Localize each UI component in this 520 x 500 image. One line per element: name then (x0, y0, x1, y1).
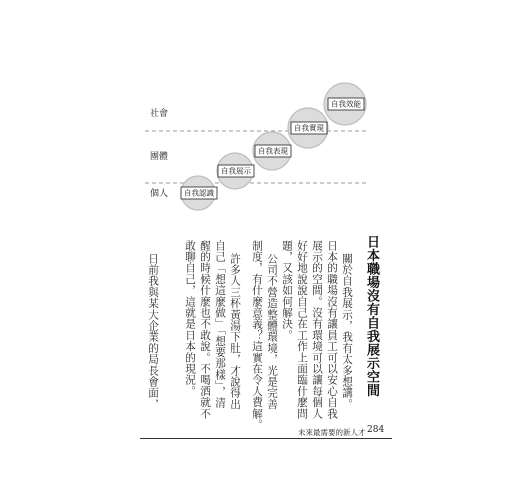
body-column-6: 公司不營造整體環境，光是完善 (266, 253, 278, 410)
step-self-expression (253, 132, 291, 170)
step-label: 自我效能 (331, 99, 361, 109)
body-column-11: 敢聊自己，這就是日本的現況。 (184, 240, 196, 397)
body-column-7: 制度，有什麼意義？這實在令人費解。 (251, 240, 263, 431)
step-label: 自我實現 (294, 123, 324, 133)
step-self-efficacy (324, 83, 366, 125)
step-label: 自我表現 (258, 146, 288, 156)
body-column-12: 日前我與某大企業的局長會面， (147, 253, 159, 410)
body-column-9: 自己「想這麼做」「想要那樣」，清 (214, 240, 226, 409)
body-column-1: 關於自我展示，我有太多想講。 (341, 253, 353, 410)
step-self-actualization (288, 108, 328, 148)
body-column-3: 展示的空間。沒有環境可以讓每個人 (311, 240, 323, 420)
step-self-presentation (217, 153, 254, 189)
body-column-10: 醒的時候什麼也不敢說。不喝酒就不 (199, 240, 211, 420)
body-column-5: 題，又該如何解決。 (281, 240, 293, 341)
step-label: 自我認識 (184, 188, 214, 198)
step-self-recognition (181, 176, 217, 210)
page-number: 284 (367, 425, 385, 435)
body-column-4: 好好地說說自己在工作上面臨什麼問 (296, 240, 308, 420)
level-label-individual: 個人 (150, 189, 169, 199)
footer-rule (140, 438, 392, 439)
running-footer-book-title: 未來最需要的新人才 (298, 428, 366, 437)
section-title: 日本職場沒有自我展示空間 (364, 235, 379, 397)
level-label-group: 團體 (150, 152, 169, 162)
step-label: 自我展示 (221, 166, 251, 176)
body-column-2: 日本的職場沒有讓員工可以安心自我 (326, 240, 338, 420)
body-column-8: 許多人三杯黃湯下肚，才說得出 (229, 253, 241, 410)
self-development-diagram (0, 0, 520, 230)
level-label-society: 社會 (150, 109, 169, 119)
